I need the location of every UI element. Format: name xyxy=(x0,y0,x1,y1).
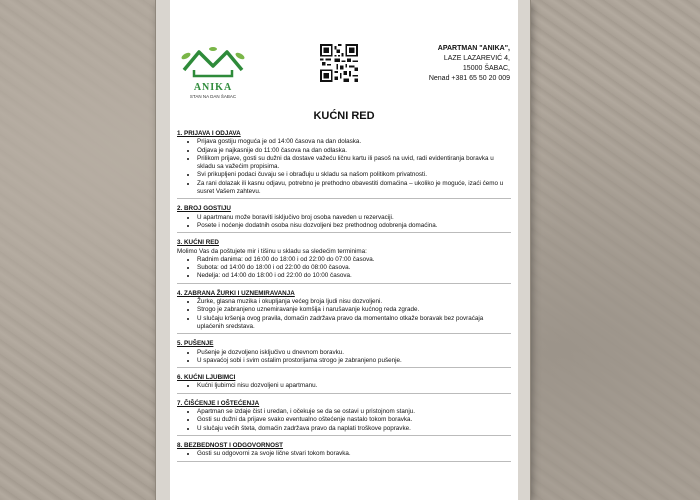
apartment-name: APARTMAN "ANIKA", xyxy=(437,45,510,52)
section-intro: Molimo Vas da poštujete mir i tišinu u skladu sa sledećim terminima: xyxy=(177,247,367,255)
rule-item: • U slučaju većih šteta, domaćin zadržava pravo da naplati troškove popravke. xyxy=(197,425,511,433)
rule-item: • Apartman se izdaje čist i uredan, i očekuje se da se ostavi u pristojnom stanju. xyxy=(197,408,511,416)
section-title: 8. BEZBEDNOST I ODGOVORNOST xyxy=(177,441,284,449)
section-title: 1. PRIJAVA I ODJAVA xyxy=(177,130,241,137)
rule-list xyxy=(177,382,511,390)
rule-item: • Prijava gostiju moguća je od 14:00 časova na dan dolaska. xyxy=(197,138,511,146)
rule-section xyxy=(177,374,511,394)
rule-section xyxy=(177,130,511,199)
logo xyxy=(178,40,248,99)
city-address: 15000 ŠABAC, xyxy=(462,65,510,72)
rule-item: • Posete i noćenje dodatnih osoba nisu dozvoljeni bez prethodnog odobrenja domaćina. xyxy=(197,222,511,230)
rule-list xyxy=(177,450,511,458)
section-title: 6. KUĆNI LJUBIMCI xyxy=(177,374,236,382)
rule-list xyxy=(177,138,511,196)
rule-item: • Prilikom prijave, gosti su dužni da dostave važeću ličnu kartu ili pasoš na uvid, radi evidentiranja boravka u skladu sa važećim propisima. xyxy=(197,155,511,172)
rule-list xyxy=(177,408,511,433)
rule-item: • Pušenje je dozvoljeno isključivo u dnevnom boravku. xyxy=(197,349,511,357)
rule-item: • Radnim danima: od 16:00 do 18:00 i od 22:00 do 07:00 časova. xyxy=(197,256,511,264)
rule-section xyxy=(177,205,511,233)
rule-item: • Odjava je najkasnije do 11:00 časova na dan odlaska. xyxy=(197,147,511,155)
rule-item: • Kućni ljubimci nisu dozvoljeni u apartmanu. xyxy=(197,382,511,390)
rule-item: • Gosti su dužni da prijave svako eventualno oštećenje nastalo tokom boravka. xyxy=(197,416,511,424)
rule-item: • Za rani dolazak ili kasnu odjavu, potrebno je prethodno obavestiti domaćina – ukoliko je moguće, izaći ćemo u susret Vašem zahtevu. xyxy=(197,180,511,197)
phone-number: Nenad +381 65 50 20 009 xyxy=(428,75,510,82)
rules-sections xyxy=(177,130,511,462)
qr-code-icon xyxy=(320,44,358,82)
document-title: KUĆNI RED xyxy=(313,110,375,122)
rule-item: • Strogo je zabranjeno uznemiravanje komšija i narušavanje kućnog reda zgrade. xyxy=(197,306,511,314)
street-address: LAZE LAZAREVIĆ 4, xyxy=(443,55,510,62)
rule-item: • Gosti su odgovorni za svoje lične stvari tokom boravka. xyxy=(197,450,511,458)
logo-name: ANIKA xyxy=(193,82,233,93)
rule-section xyxy=(177,400,511,436)
rule-section xyxy=(177,290,511,334)
rule-item: • U apartmanu može boraviti isključivo broj osoba naveden u rezervaciji. xyxy=(197,214,511,222)
rule-item: • Subota: od 14:00 do 18:00 i od 22:00 do 08:00 časova. xyxy=(197,264,511,272)
rule-item: • Svi prikupljeni podaci čuvaju se i obrađuju u skladu sa našom politikom privatnosti. xyxy=(197,171,511,179)
rule-list xyxy=(177,349,511,366)
rule-list xyxy=(177,256,511,281)
rule-section xyxy=(177,442,511,462)
rule-item: • U slučaju kršenja ovog pravila, domaćin zadržava pravo da momentalno otkaže boravak bez povraćaja uplaćenih sredstava. xyxy=(197,315,511,332)
address-block xyxy=(429,44,510,84)
rule-list xyxy=(177,298,511,331)
rule-list xyxy=(177,214,511,231)
house-logo-icon xyxy=(178,40,248,82)
section-title: 7. ČIŠĆENJE I OŠTEĆENJA xyxy=(177,399,260,407)
section-title: 3. KUĆNI RED xyxy=(177,239,219,247)
rule-section xyxy=(177,239,511,283)
logo-subtitle: STAN NA DAN ŠABAC xyxy=(189,94,237,99)
house-rules-document xyxy=(170,0,518,500)
section-title: 5. PUŠENJE xyxy=(177,340,214,348)
section-title: 2. BROJ GOSTIJU xyxy=(177,205,231,213)
rule-item: • Nedelja: od 14:00 do 18:00 i od 22:00 do 10:00 časova. xyxy=(197,272,511,280)
rule-section xyxy=(177,340,511,368)
rule-item: • Žurke, glasna muzika i okupljanja većeg broja ljudi nisu dozvoljeni. xyxy=(197,298,511,306)
section-title: 4. ZABRANA ŽURKI I UZNEMIRAVANJA xyxy=(177,289,295,297)
rule-item: • U spavaćoj sobi i svim ostalim prostorijama strogo je zabranjeno pušenje. xyxy=(197,357,511,365)
